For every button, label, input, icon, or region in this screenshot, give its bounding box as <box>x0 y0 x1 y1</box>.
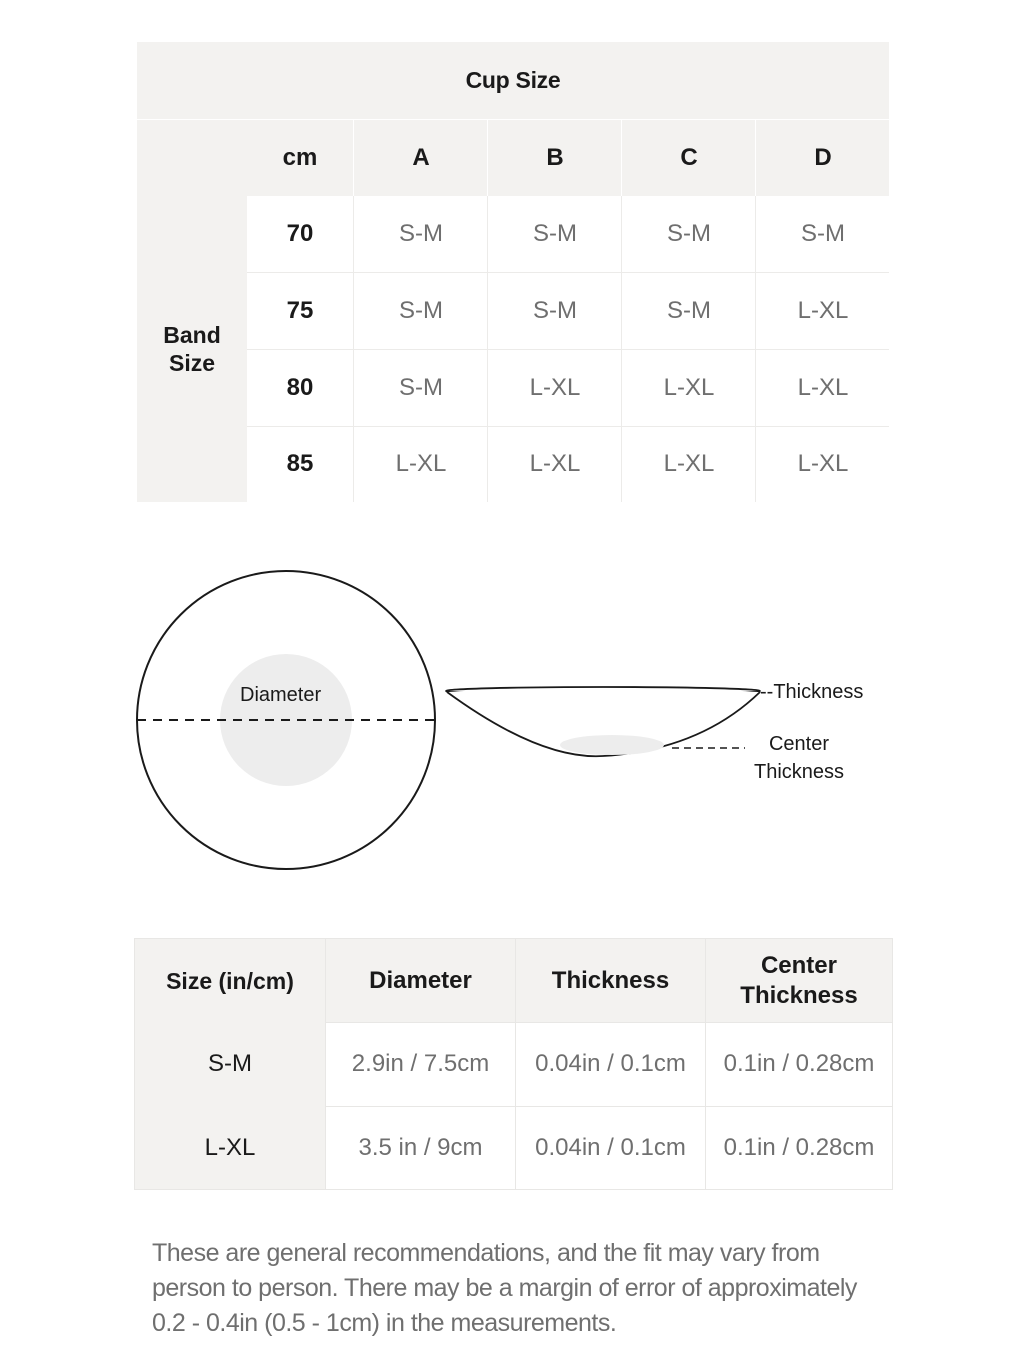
size-cell: L-XL <box>755 350 890 426</box>
band-size-label-line2: Size <box>168 350 216 376</box>
thickness-value: 0.04in / 0.1cm <box>515 1022 705 1106</box>
center-thickness-shade <box>560 735 664 755</box>
header-center-thickness-line1: Center <box>760 951 837 979</box>
table-row <box>247 273 889 350</box>
center-thickness-label-line1: Center <box>768 733 830 755</box>
band-value: 70 <box>286 220 314 247</box>
size-cell: S-M <box>755 196 890 272</box>
center-thickness-value: 0.1in / 0.28cm <box>705 1106 892 1189</box>
band-size-label <box>137 196 247 502</box>
band-size-label-line1: Band <box>163 322 221 348</box>
diameter-value: 2.9in / 7.5cm <box>325 1022 515 1106</box>
pad-diagram-svg <box>0 560 1024 900</box>
header-diameter: Diameter <box>325 939 515 1022</box>
size-cell: L-XL <box>353 426 488 502</box>
measurement-header-row <box>135 939 892 1023</box>
disclaimer-note: These are general recommendations, and the fit may vary from person to person. There may be a margin of error of approximately 0.2 - 0.4in (0.5 - 1cm) in the measurements. <box>152 1239 857 1337</box>
table-row <box>135 1106 892 1189</box>
col-header-a: A <box>353 119 488 196</box>
size-cell: L-XL <box>487 426 622 502</box>
size-name: L-XL <box>135 1106 325 1189</box>
col-header-b: B <box>487 119 622 196</box>
header-size: Size (in/cm) <box>166 967 294 994</box>
size-cell: L-XL <box>621 350 756 426</box>
size-cell: L-XL <box>755 426 890 502</box>
size-name: S-M <box>135 1022 325 1106</box>
col-header-c: C <box>621 119 756 196</box>
header-center-thickness <box>705 939 892 1022</box>
size-cell: L-XL <box>755 273 890 349</box>
table-row <box>135 1022 892 1107</box>
size-cell: S-M <box>487 196 622 272</box>
band-value: 85 <box>286 450 314 477</box>
measurement-diagram <box>0 560 1024 900</box>
column-header-row <box>247 119 889 196</box>
table-row <box>247 196 889 273</box>
cup-size-table <box>137 42 889 502</box>
band-value: 75 <box>286 297 314 324</box>
col-header-cm: cm <box>282 143 318 171</box>
size-cell: S-M <box>621 273 756 349</box>
center-thickness-label <box>740 730 858 786</box>
measurement-table <box>134 938 893 1190</box>
center-thickness-label-line2: Thickness <box>753 761 845 783</box>
size-cell: L-XL <box>487 350 622 426</box>
diameter-value: 3.5 in / 9cm <box>325 1106 515 1189</box>
cup-size-title: Cup Size <box>137 42 889 120</box>
diameter-label: Diameter <box>240 684 322 706</box>
header-center-thickness-line2: Thickness <box>740 981 858 1009</box>
thickness-value: 0.04in / 0.1cm <box>515 1106 705 1189</box>
size-cell: S-M <box>621 196 756 272</box>
center-thickness-value: 0.1in / 0.28cm <box>705 1022 892 1106</box>
thickness-label: --Thickness <box>760 681 864 703</box>
size-cell: S-M <box>353 350 488 426</box>
header-thickness: Thickness <box>515 939 705 1022</box>
size-cell: S-M <box>353 196 488 272</box>
size-cell: S-M <box>487 273 622 349</box>
size-cell: L-XL <box>621 426 756 502</box>
cup-table-body <box>247 196 889 502</box>
band-value: 80 <box>286 374 314 401</box>
col-header-d: D <box>755 119 890 196</box>
size-cell: S-M <box>353 273 488 349</box>
table-row <box>247 426 889 502</box>
table-row <box>247 350 889 427</box>
